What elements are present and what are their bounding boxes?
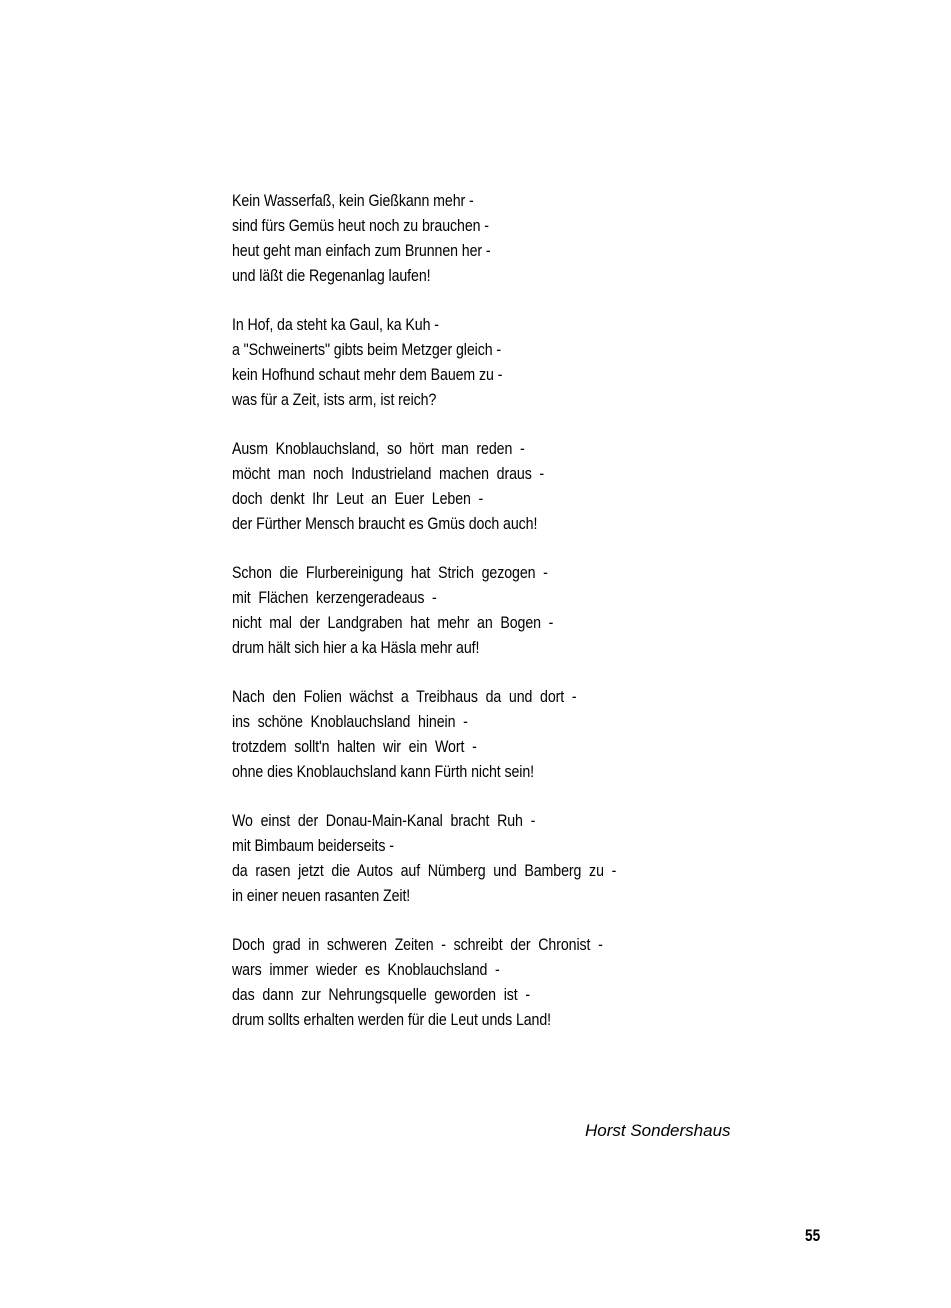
poem-line: mit Flächen kerzengeradeaus - [232,589,437,607]
poem-line: In Hof, da steht ka Gaul, ka Kuh - [232,316,439,334]
poem-line: Kein Wasserfaß, kein Gießkann mehr - [232,192,474,210]
poem [232,189,712,1057]
poem-line: kein Hofhund schaut mehr dem Bauem zu - [232,366,503,384]
poem-line: Wo einst der Donau-Main-Kanal bracht Ruh - [232,812,536,830]
poem-line: was für a Zeit, ists arm, ist reich? [232,391,437,409]
poem-line: Doch grad in schweren Zeiten - schreibt der Chronist - [232,936,603,954]
poem-line: drum hält sich hier a ka Häsla mehr auf! [232,639,480,657]
stanza [232,437,712,537]
poem-line: möcht man noch Industrieland machen draus - [232,465,545,483]
poem-line: doch denkt Ihr Leut an Euer Leben - [232,490,484,508]
stanza [232,561,712,661]
stanza [232,933,712,1033]
stanza [232,189,712,289]
poem-line: trotzdem sollt'n halten wir ein Wort - [232,738,477,756]
page-number: 55 [805,1226,821,1245]
stanza [232,685,712,785]
poem-line: nicht mal der Landgraben hat mehr an Bogen - [232,614,554,632]
stanza [232,313,712,413]
poem-line: in einer neuen rasanten Zeit! [232,887,411,905]
poem-line: sind fürs Gemüs heut noch zu brauchen - [232,217,489,235]
poem-line: Ausm Knoblauchsland, so hört man reden - [232,440,525,458]
poem-line: da rasen jetzt die Autos auf Nümberg und Bamberg zu - [232,862,617,880]
poem-line: mit Bimbaum beiderseits - [232,837,394,855]
poem-line: und läßt die Regenanlag laufen! [232,267,431,285]
poem-line: drum sollts erhalten werden für die Leut unds Land! [232,1011,552,1029]
poem-line: wars immer wieder es Knoblauchsland - [232,961,500,979]
poem-line: ohne dies Knoblauchsland kann Fürth nicht sein! [232,763,535,781]
poem-line: Nach den Folien wächst a Treibhaus da und dort - [232,688,577,706]
stanza [232,809,712,909]
poem-line: heut geht man einfach zum Brunnen her - [232,242,491,260]
author-signature: Horst Sondershaus [585,1121,731,1140]
poem-line: Schon die Flurbereinigung hat Strich gezogen - [232,564,548,582]
poem-line: der Fürther Mensch braucht es Gmüs doch auch! [232,515,538,533]
poem-line: das dann zur Nehrungsquelle geworden ist - [232,986,530,1004]
poem-line: a "Schweinerts" gibts beim Metzger gleich - [232,341,502,359]
poem-line: ins schöne Knoblauchsland hinein - [232,713,468,731]
